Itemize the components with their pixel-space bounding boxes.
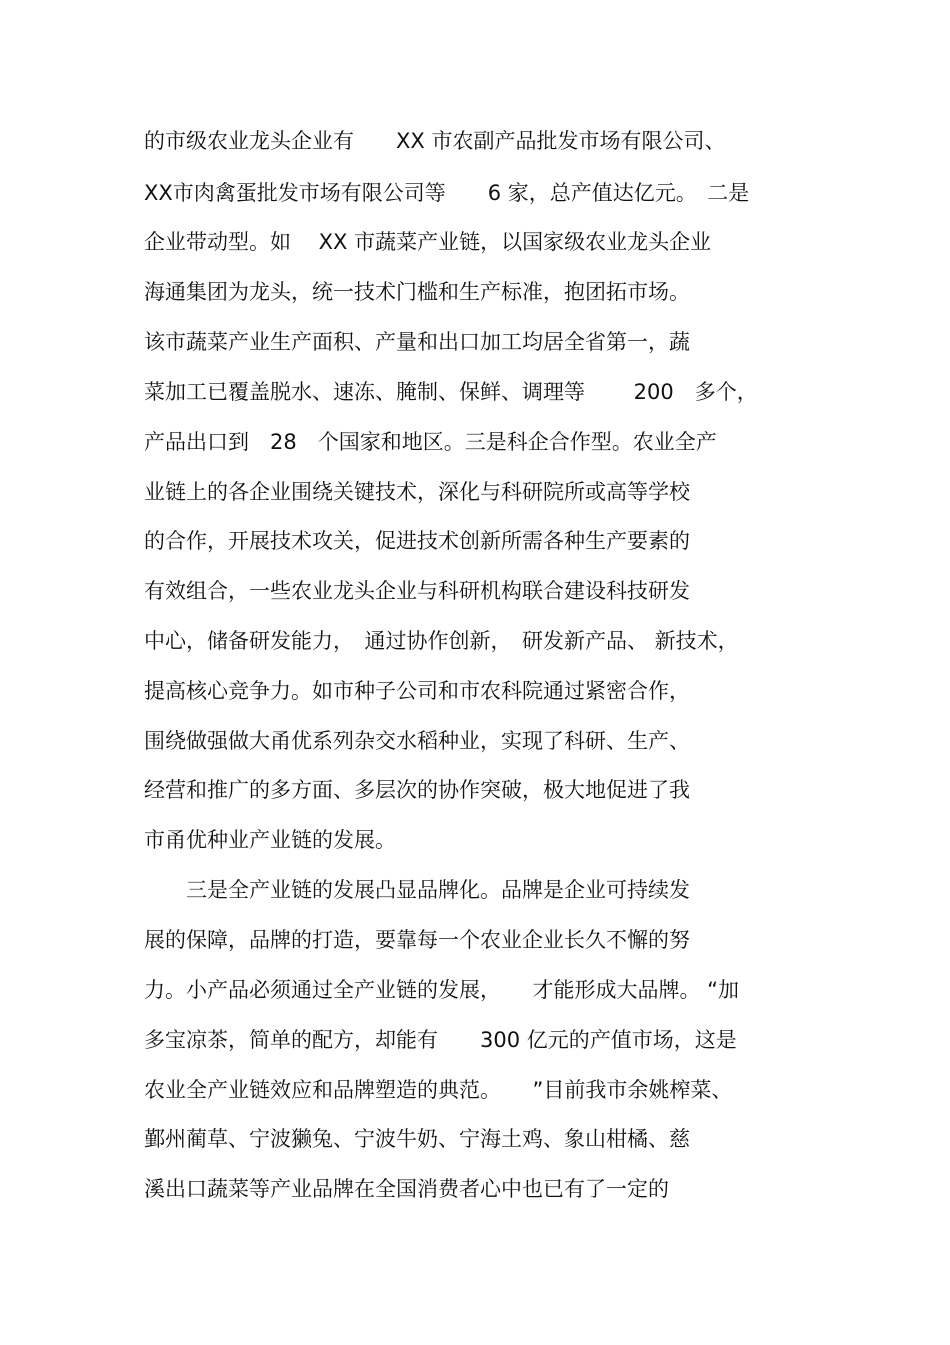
text-line: 海通集团为龙头，统一技术门槛和生产标准，抱团拓市场。 (144, 280, 690, 304)
text-line: 的合作，开展技术攻关，促进技术创新所需各种生产要素的 (144, 529, 690, 553)
text-line: 有效组合，一些农业龙头企业与科研机构联合建设科技研发 (144, 579, 690, 603)
text-line: 溪出口蔬菜等产业品牌在全国消费者心中也已有了一定的 (144, 1177, 669, 1201)
text-line: 鄞州蔺草、宁波獭兔、宁波牛奶、宁海土鸡、象山柑橘、慈 (144, 1127, 690, 1151)
text-line: 菜加工已覆盖脱水、速冻、腌制、保鲜、调理等 200 多个， (144, 380, 758, 404)
text-line: 经营和推广的多方面、多层次的协作突破，极大地促进了我 (144, 778, 690, 802)
text-line: 市甬优种业产业链的发展。 (144, 828, 396, 852)
text-line: 企业带动型。如 XX 市蔬菜产业链，以国家级农业龙头企业 (144, 230, 712, 254)
text-line: 该市蔬菜产业生产面积、产量和出口加工均居全省第一，蔬 (144, 330, 690, 354)
text-line: 力。小产品必须通过全产业链的发展， 才能形成大品牌。 “加 (144, 978, 740, 1002)
paragraph-start-line: 三是全产业链的发展凸显品牌化。品牌是企业可持续发 (144, 878, 690, 902)
text-line: 提高核心竞争力。如市种子公司和市农科院通过紧密合作， (144, 679, 690, 703)
text-line: XX市肉禽蛋批发市场有限公司等 6 家，总产值达亿元。 二是 (144, 181, 750, 205)
text-line: 中心，储备研发能力， 通过协作创新， 研发新产品、 新技术， (144, 629, 739, 653)
text-line: 展的保障，品牌的打造，要靠每一个农业企业长久不懈的努 (144, 928, 690, 952)
text-line: 的市级农业龙头企业有 XX 市农副产品批发市场有限公司、 (144, 129, 726, 153)
text-line: 业链上的各企业围绕关键技术，深化与科研院所或高等学校 (144, 480, 690, 504)
text-line: 产品出口到 28 个国家和地区。三是科企合作型。农业全产 (144, 430, 717, 454)
text-line: 多宝凉茶，简单的配方，却能有 300 亿元的产值市场，这是 (144, 1028, 737, 1052)
text-line: 围绕做强做大甬优系列杂交水稻种业，实现了科研、生产、 (144, 729, 690, 753)
text-line: 农业全产业链效应和品牌塑造的典范。 ”目前我市余姚榨菜、 (144, 1078, 733, 1102)
